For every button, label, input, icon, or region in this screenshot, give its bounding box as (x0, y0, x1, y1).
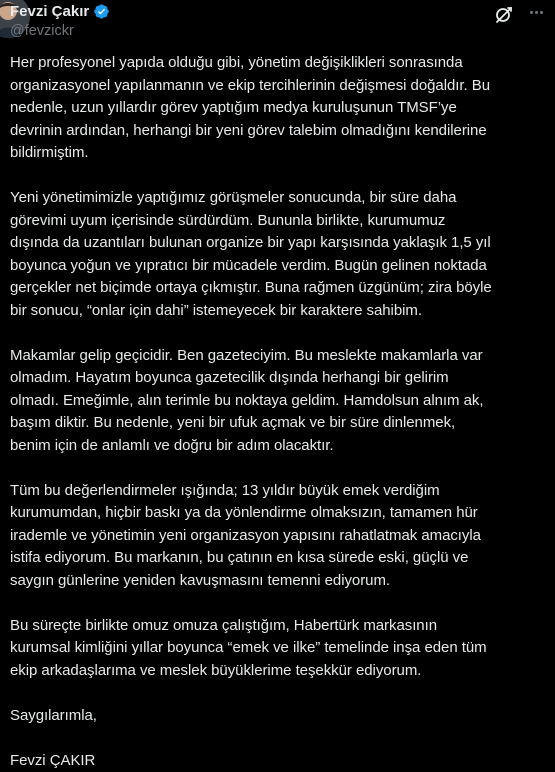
tweet-header (0, 0, 555, 46)
tweet-signature: Fevzi ÇAKIR (10, 750, 546, 772)
more-dot (530, 11, 533, 14)
tweet-paragraph: Bu süreçte birlikte omuz omuza çalıştığım, Habertürk markasının kurumsal kimliğini yıllar boyunca “emek ve ilke” temelinde inşa eden tüm ekip arkadaşlarıma ve meslek büyüklerime teşekkür ediyorum. (10, 615, 546, 683)
author-name-row (10, 2, 110, 20)
tweet-paragraph: Saygılarımla, (10, 705, 546, 728)
verified-badge-icon[interactable] (93, 3, 110, 20)
tweet-paragraph: Tüm bu değerlendirmeler ışığında; 13 yıldır büyük emek verdiğim kurumumdan, hiçbir baskı ya da yönlendirme olmaksızın, tamamen hür irademle ve yönetimin yeni organizasyon yapısını rahatlatmak amacıyla istifa ediyorum. Bu markanın, bu çatının en kısa sürede eski, güçlü ve saygın günlerine yeniden kavuşmasını temenni ediyorum. (10, 480, 546, 593)
tweet-paragraph: Yeni yönetimimizle yaptığımız görüşmeler sonucunda, bir süre daha görevimi uyum içerisinde sürdürdüm. Bununla birlikte, kurumumuz dışında da uzantıları bulunan organize bir yapı karşısında yaklaşık 1,5 yıl boyunca yoğun ve yıpratıcı bir mücadele verdim. Bugün gelinen noktada gerçekler net biçimde ortaya çıkmıştır. Buna rağmen üzgünüm; zira böyle bir sonucu, “onlar için dahi” istemeyecek bir karaktere sahibim. (10, 187, 546, 322)
tweet-paragraph: Makamlar gelip geçicidir. Ben gazeteciyim. Bu meslekte makamlarla var olmadım. Hayatım boyunca gazetecilik dışında herhangi bir gelirim olmadı. Emeğimle, alın terimle bu noktaya geldim. Hamdolsun alnım ak, başım diktir. Bu nedenle, yeni bir ufuk açmak ve bir süre dinlenmek, benim için de anlamlı ve doğru bir adım olacaktır. (10, 345, 546, 458)
more-icon[interactable] (524, 1, 548, 23)
tweet-text (10, 52, 546, 772)
tweet-paragraph: Her profesyonel yapıda olduğu gibi, yönetim değişiklikleri sonrasında organizasyonel yapılanmanın ve ekip tercihlerinin değişmesi doğaldır. Bu nedenle, uzun yıllardır görev yaptığım medya kuruluşunun TMSF’ye devrinin ardından, herhangi bir yeni görev talebim olmadığını kendilerine bildirmiştim. (10, 52, 546, 165)
grok-icon[interactable] (493, 4, 515, 26)
author-block (10, 2, 110, 39)
author-name[interactable]: Fevzi Çakır (10, 3, 89, 20)
more-dot (540, 11, 543, 14)
author-handle[interactable]: @fevzickr (10, 23, 110, 39)
more-dot (535, 11, 538, 14)
